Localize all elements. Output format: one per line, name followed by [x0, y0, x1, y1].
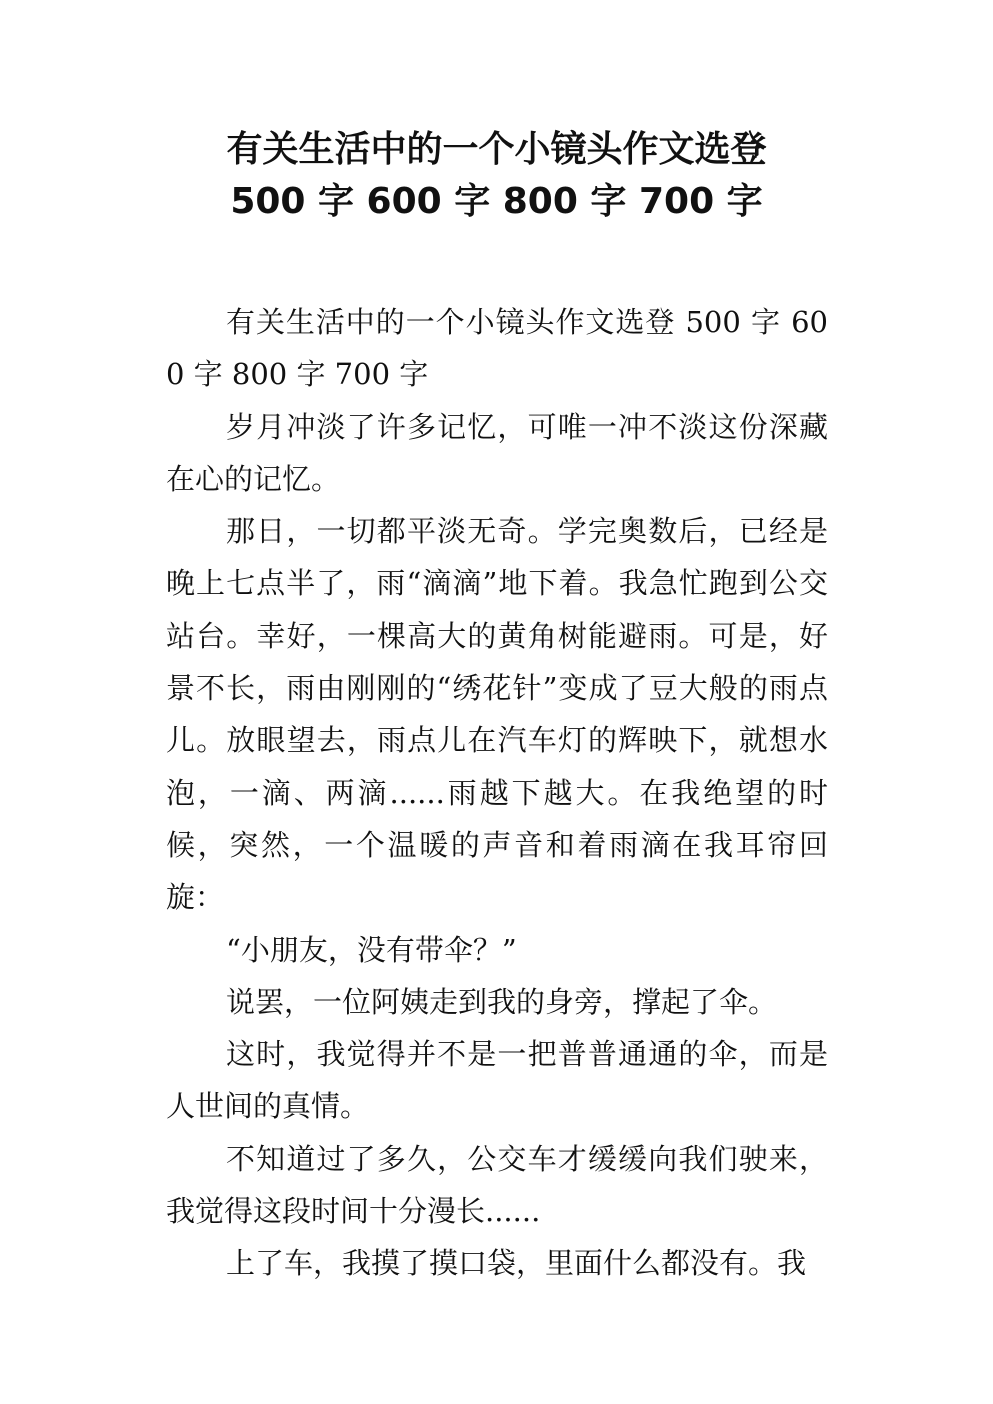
document-title-line-1: 有关生活中的一个小镜头作文选登: [226, 129, 767, 170]
paragraph: 那日，一切都平淡无奇。学完奥数后，已经是晚上七点半了，雨“滴滴”地下着。我急忙跑到公交站台。幸好，一棵高大的黄角树能避雨。可是，好景不长，雨由刚刚的“绣花针”变成了豆大般的雨点儿。放眼望去，雨点儿在汽车灯的辉映下，就想水泡，一滴、两滴......雨越下越大。在我绝望的时候，突然，一个温暖的声音和着雨滴在我耳帘回旋：: [166, 514, 828, 915]
paragraph: 说罢，一位阿姨走到我的身旁，撑起了伞。: [226, 984, 778, 1019]
paragraph: 岁月冲淡了许多记忆，可唯一冲不淡这份深藏在心的记忆。: [166, 409, 828, 496]
document-title-line-2: 500 字 600 字 800 字 700 字: [230, 181, 763, 222]
paragraph: 这时，我觉得并不是一把普普通通的伞，而是人世间的真情。: [166, 1037, 828, 1124]
document-body: [166, 296, 828, 1290]
paragraph: 有关生活中的一个小镜头作文选登 500 字 600 字 800 字 700 字: [166, 305, 828, 392]
paragraph: “小朋友，没有带伞？”: [226, 932, 517, 967]
paragraph: 不知道过了多久，公交车才缓缓向我们驶来，我觉得这段时间十分漫长......: [166, 1141, 828, 1229]
paragraph: 上了车，我摸了摸口袋，里面什么都没有。我: [226, 1246, 807, 1281]
